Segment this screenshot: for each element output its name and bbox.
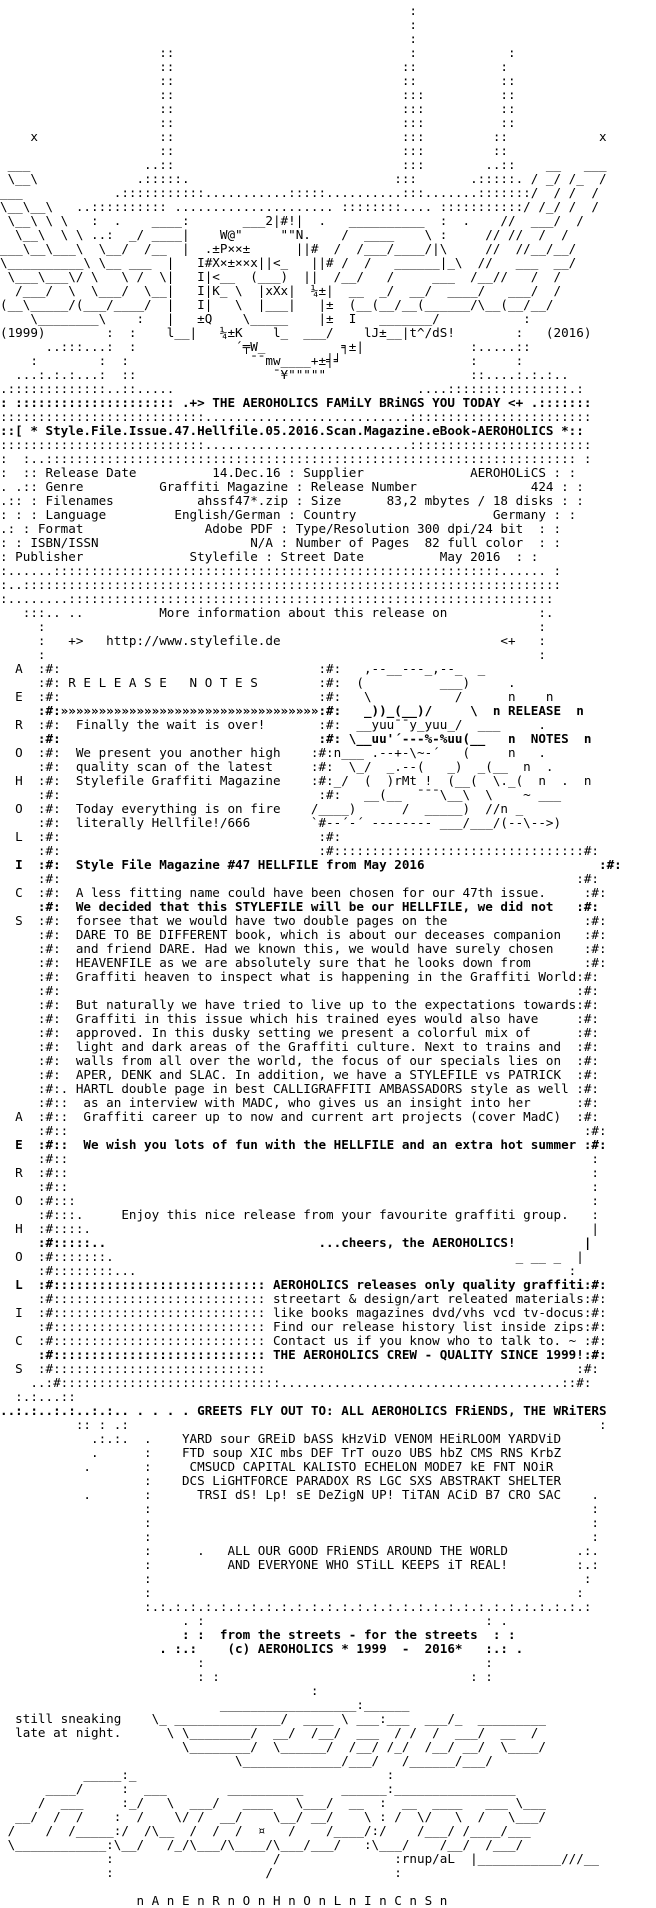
nfo-line: : : from the streets - for the streets : : xyxy=(0,1627,516,1642)
nfo-line: L :#:::::::::::::::::::::::::::: AEROHOLICS releases only quality graffiti:#: xyxy=(0,1277,607,1292)
nfo-line: :#:::::.. ...cheers, the AEROHOLICS! | xyxy=(0,1235,592,1250)
nfo-line: : +> http://www.stylefile.de <+ : xyxy=(0,633,546,648)
nfo-line: :#: Graffiti in this issue which his trained eyes would also have :#: xyxy=(0,1011,599,1026)
nfo-line: :#: :#: \__uu'´---%-%uu(__ n NOTES n xyxy=(0,731,592,746)
nfo-line: :#: approved. In this dusky setting we present a colorful mix of :#: xyxy=(0,1025,599,1040)
nfo-line: \____________:\__/ /_/\___/\____/\___/___/ :\___/ /__/ /___/ xyxy=(0,1837,524,1852)
nfo-line: .:: : Filenames ahssf47*.zip : Size 83,2 mbytes / 18 disks : : xyxy=(0,493,584,508)
nfo-line: :#:: :#: xyxy=(0,1123,607,1138)
nfo-line: ...:.:.:...: :: ¯¥""""" ::....:.:.:.. xyxy=(0,367,569,382)
nfo-line: :#: and friend DARE. Had we known this, we would have surely chosen :#: xyxy=(0,941,607,956)
nfo-line: . : FTD soup XIC mbs DEF TrT ouzo UBS hbZ CMS RNS KrbZ xyxy=(0,1445,562,1460)
nfo-line: ___\__\___\ \__/ /__ | .±P××± ||# / /___/____/|\ // //__/__/ xyxy=(0,241,577,256)
nfo-line: : xyxy=(0,17,418,32)
nfo-line: . .:: Genre Graffiti Magazine : Release Number 424 : : xyxy=(0,479,584,494)
nfo-line: : : xyxy=(0,647,546,662)
nfo-line: :#:::::::::::::::::::::::::::: THE AEROHOLICS CREW - QUALITY SINCE 1999!:#: xyxy=(0,1347,607,1362)
nfo-line: :#: :#: xyxy=(0,871,599,886)
nfo-line: :.:...:: xyxy=(0,1389,76,1404)
nfo-line: __/ / / : / \/ / __/ \__/ __/ \ : / \/ \ / \___/ xyxy=(0,1809,546,1824)
nfo-line: : : : : xyxy=(0,1669,493,1684)
nfo-line: :::::::::::::::::::::::::::...........................:::::::::::::::::::::::: xyxy=(0,437,592,452)
nfo-line: :#:. HARTL double page in best CALLIGRAFFITI AMBASSADORS style as well :#: xyxy=(0,1081,599,1096)
nfo-line: :#:::. Enjoy this nice release from your favourite graffiti group. : xyxy=(0,1207,599,1222)
nfo-line: : DCS LiGHTFORCE PARADOX RS LGC SXS ABSTRAKT SHELTER xyxy=(0,1473,562,1488)
nfo-line: :#: DARE TO BE DIFFERENT book, which is about our deceases companion :#: xyxy=(0,927,607,942)
nfo-line: O :#: Today everything is on fire /____) / _____) //n _ xyxy=(0,801,524,816)
nfo-line: :#: :#:::::::::::::::::::::::::::::::::#: xyxy=(0,843,599,858)
nfo-line: \__\ .:::::. ::: .:::::. / _/ /_ / xyxy=(0,171,607,186)
nfo-line: R :#: Finally the wait is over! :#: __yuu¯¯y_yuu_/ ___ . xyxy=(0,717,546,732)
nfo-line: H :#::::. | xyxy=(0,1221,599,1236)
nfo-line: O :#: We present you another high :#:n___ .--+-\~-´ ( n . xyxy=(0,745,546,760)
nfo-line: . : TRSI dS! Lp! sE DeZigN UP! TiTAN ACiD B7 CRO SAC . xyxy=(0,1487,599,1502)
nfo-line: : xyxy=(0,3,418,18)
nfo-line: R :#:: : xyxy=(0,1165,599,1180)
nfo-line: : : xyxy=(0,1571,592,1586)
nfo-line: O :#:::::::. _ __ _ | xyxy=(0,1249,584,1264)
nfo-line: : : xyxy=(0,1585,584,1600)
nfo-line: ___ .:::::::::::...........:::::..........:::.......:::::::/ / / / xyxy=(0,185,599,200)
nfo-line: ..:::...: : ´╤W_ ╕±| :.....:: xyxy=(0,339,531,354)
nfo-line: : : xyxy=(0,1655,493,1670)
nfo-line: :: ::: :: xyxy=(0,87,516,102)
nfo-line: . :.: (c) AEROHOLICS * 1999 - 2016* :.: . xyxy=(0,1641,524,1656)
nfo-line: : : xyxy=(0,1515,599,1530)
nfo-line: (1999) : : l__| ¼±K l_ ___/ lJ±__|t^/dS! : (2016) xyxy=(0,325,592,340)
nfo-line: :: :: : xyxy=(0,59,508,74)
nfo-line: : / : xyxy=(0,1865,402,1880)
nfo-line: :#:: : xyxy=(0,1151,599,1166)
nfo-line: E :#:: We wish you lots of fun with the HELLFILE and an extra hot summer :#: xyxy=(0,1137,607,1152)
nfo-line: :#: R E L E A S E N O T E S :#: ( ___) . xyxy=(0,675,516,690)
nfo-line: : AND EVERYONE WHO STiLL KEEPS iT REAL! :.: xyxy=(0,1557,599,1572)
nfo-line: :#: :#: __(__ ¯¯¯\__\ \ ~ ___ xyxy=(0,787,562,802)
nfo-line: : : xyxy=(0,1501,599,1516)
nfo-line: : . ALL OUR GOOD FRiENDS AROUND THE WORLD .:. xyxy=(0,1543,599,1558)
nfo-line: .:.:. . YARD sour GREiD bASS kHzViD VENOM HEiRLOOM YARDViD xyxy=(0,1431,562,1446)
nfo-line: :::::::::::::::::::::::::::...........................:::::::::::::::::::::::: xyxy=(0,409,592,424)
nfo-line: S :#:::::::::::::::::::::::::::: :#: xyxy=(0,1361,599,1376)
nfo-line: ..:#:::::::::::::::::::::::::::::.....................................::#: xyxy=(0,1375,592,1390)
nfo-line: :......:::::::::::::::::::::::::::::::::::::::::::::::::::::::::::...... : xyxy=(0,563,562,578)
nfo-line: :#:»»»»»»»»»»»»»»»»»»»»»»»»»»»»»»»»»»:#: _))_(__)/ \ n RELEASE n xyxy=(0,703,584,718)
nfo-line: : : : ¯¯mw____+±╡╛ : : xyxy=(0,353,524,368)
nfo-line: A :#:: Graffiti career up to now and current art projects (cover MadC) :#: xyxy=(0,1109,599,1124)
nfo-line: E :#: :#: \ / n n xyxy=(0,689,554,704)
nfo-line: : :..:::::::::::::::::::::::::::::::::::::::::::::::::::::::::::::::::::::: : xyxy=(0,451,592,466)
nfo-line: : : : Language English/German : Country Germany : : xyxy=(0,507,577,522)
nfo-line: : : xyxy=(0,619,546,634)
nfo-line: S :#: forsee that we would have two double pages on the :#: xyxy=(0,913,607,928)
nfo-line: :::.. .. More information about this release on :. xyxy=(0,605,554,620)
nfo-line: (__\_____/(___/____/ | I| \ |___| |± (__(__/__(______/\__(__/__/ xyxy=(0,297,554,312)
nfo-line: ::[ * Style.File.Issue.47.Hellfile.05.2016.Scan.Magazine.eBook-AEROHOLICS *:: xyxy=(0,423,584,438)
nfo-line: . : CMSUCD CAPITAL KALISTO ECHELON MODE7 kE FNT NOiR xyxy=(0,1459,554,1474)
nfo-line: :#: :#: xyxy=(0,983,599,998)
nfo-line: : xyxy=(0,1683,319,1698)
nfo-line: \________/ \______/ /__/ /_/ /__/ __/ \____/ xyxy=(0,1739,546,1754)
nfo-line: :#: literally Hellfile!/666 `#--´-´ -------- ___/___/(--\-->) xyxy=(0,815,562,830)
nfo-line: \__\ \ \ ..: _/ ____| W@" ""N. / ____ \ : // // / / xyxy=(0,227,569,242)
nfo-line: :#:::::::::::::::::::::::::::: Find our release history list inside zips:#: xyxy=(0,1319,607,1334)
nfo-line: :........:::::::::::::::::::::::::::::::::::::::::::::::::::::::::::::::: xyxy=(0,591,554,606)
nfo-line: : Publisher Stylefile : Street Date May 2016 : : xyxy=(0,549,539,564)
nfo-line: :: : : xyxy=(0,45,516,60)
nfo-line: :: ::: :: xyxy=(0,143,508,158)
nfo-line: :#:::::::::::::::::::::::::::: streetart & design/art releated materials:#: xyxy=(0,1291,607,1306)
nfo-line: \__________\ \__ ___ | I#X×±××x||<_ ||# / / ______|_\ // ___ __/ xyxy=(0,255,577,270)
nfo-line: ____/ : ___ __________ ______:________________ xyxy=(0,1781,516,1796)
nfo-line: :#::::::::... : xyxy=(0,1263,577,1278)
nfo-line: :: ::: :: xyxy=(0,101,516,116)
nfo-line: C :#: A less fitting name could have been chosen for our 47th issue. :#: xyxy=(0,885,607,900)
stylefile-link[interactable]: http://www.stylefile.de xyxy=(106,633,281,648)
nfo-line: :: :: :: xyxy=(0,73,516,88)
nfo-line: I :#:::::::::::::::::::::::::::: like books magazines dvd/vhs vcd tv-docus:#: xyxy=(0,1305,607,1320)
nfo-line: \_____________/___/ /______/___/ xyxy=(0,1753,493,1768)
nfo-line: :#: We decided that this STYLEFILE will be our HELLFILE, we did not :#: xyxy=(0,899,599,914)
nfo-line: : : ISBN/ISSN N/A : Number of Pages 82 full color : : xyxy=(0,535,562,550)
nfo-line: O :#::: : xyxy=(0,1193,599,1208)
nfo-line: ___ ..:: ::: ..:: __ ___ xyxy=(0,157,607,172)
nfo-line: :..::::::::::::::::::::::::::::::::::::::::::::::::::::::::::::::::::::::: xyxy=(0,577,562,592)
nfo-line: :#: Graffiti heaven to inspect what is happening in the Graffiti World:#: xyxy=(0,969,599,984)
nfo-line: / / /_____:/ /\__ / / / ¤ / /____/:/ /___/ /____/___ xyxy=(0,1823,531,1838)
nfo-line: :#: light and dark areas of the Graffiti culture. Next to trains and :#: xyxy=(0,1039,599,1054)
nfo-line: : xyxy=(0,31,418,46)
nfo-line: :#: HEAVENFILE as we are absolutely sure that he looks down from :#: xyxy=(0,955,607,970)
nfo-line: /___/ \ \___/ \__| I|K_ \ |xXx| ¼±| __ _/ __/ ____/ ___/ / xyxy=(0,283,562,298)
nfo-line: x :: ::: :: x xyxy=(0,129,607,144)
nfo-line: :.:.:.:.:.:.:.:.:.:.:.:.:.:.:.:.:.:.:.:.:.:.:.:.:.:.:.:.:.: xyxy=(0,1599,592,1614)
nfo-line: A :#: :#: ,--__---_,--_ _ xyxy=(0,661,486,676)
nfo-line: / ___ :_/ \ ___/ ____ \___/ __ : __ ____ ___ \___ xyxy=(0,1795,546,1810)
nfo-line: . : : . xyxy=(0,1613,508,1628)
nfo-line: :#: APER, DENK and SLAC. In addition, we have a STYLEFILE vs PATRICK :#: xyxy=(0,1067,599,1082)
nfo-line: __________________:______ xyxy=(0,1697,410,1712)
nfo-line: :: ::: :: xyxy=(0,115,516,130)
nfo-line: :#:: : xyxy=(0,1179,599,1194)
nfo-line: L :#: :#: xyxy=(0,829,342,844)
nfo-line: n A n E n R n O n H n O n L n I n C n S n xyxy=(0,1893,448,1908)
nfo-line: ..:.:..:.:..:.:.. . . . . GREETS FLY OUT TO: ALL AEROHOLICS FRiENDS, THE WRiTERS xyxy=(0,1403,607,1418)
nfo-line: C :#:::::::::::::::::::::::::::: Contact us if you know who to talk to. ~ :#: xyxy=(0,1333,607,1348)
nfo-line: :#: But naturally we have tried to live up to the expectations towards:#: xyxy=(0,997,599,1012)
nfo-line: :: : .: : xyxy=(0,1417,607,1432)
nfo-line: : ::::::::::::::::::::: .+> THE AEROHOLICS FAMiLY BRiNGS YOU TODAY <+ .::::::: xyxy=(0,395,592,410)
nfo-line: late at night. \ \________/ __/ /__/ ___ / / / ___/ __ / xyxy=(0,1725,539,1740)
nfo-line: .:::::::::::::..::..... ....::::::::::::::::.: xyxy=(0,381,584,396)
nfo-line: \________\ : | ±Q \_____ |± I _______/ : xyxy=(0,311,531,326)
nfo-line: :#:: as an interview with MADC, who gives us an insight into her :#: xyxy=(0,1095,599,1110)
nfo-line: :#: quality scan of the latest :#: \_/ _.--( _) _(__ n . xyxy=(0,759,554,774)
nfo-line: \___\___\/ \ \ / \| I|<__ (___) || /__/ / ___ /__// / / xyxy=(0,269,562,284)
nfo-line: : / :rnup/aL |___________///__ xyxy=(0,1851,599,1866)
nfo-line: still sneaking \_ ______________/ ____ \ ___:___ ___/_ _________ xyxy=(0,1711,546,1726)
nfo-line: _____:_ : xyxy=(0,1767,395,1782)
nfo-line: : : xyxy=(0,1529,599,1544)
nfo-line: I :#: Style File Magazine #47 HELLFILE from May 2016 :#: xyxy=(0,857,622,872)
nfo-line: H :#: Stylefile Graffiti Magazine :#:_/ ( )rMt ! (__( \._( n . n xyxy=(0,773,592,788)
nfo-line: :#: walls from all over the world, the focus of our specials lies on :#: xyxy=(0,1053,599,1068)
nfo-line: \__\ \ \ : . ____: ___2|#!| . __________ : . // ___/ / xyxy=(0,213,584,228)
nfo-line: .: : Format Adobe PDF : Type/Resolution 300 dpi/24 bit : : xyxy=(0,521,562,536)
nfo-line: \__\__\ ..:::::::::: ..................... ::::::::.... :::::::::::/ /_/ / / xyxy=(0,199,599,214)
nfo-line: : :: Release Date 14.Dec.16 : Supplier AEROHOLiCS : : xyxy=(0,465,577,480)
